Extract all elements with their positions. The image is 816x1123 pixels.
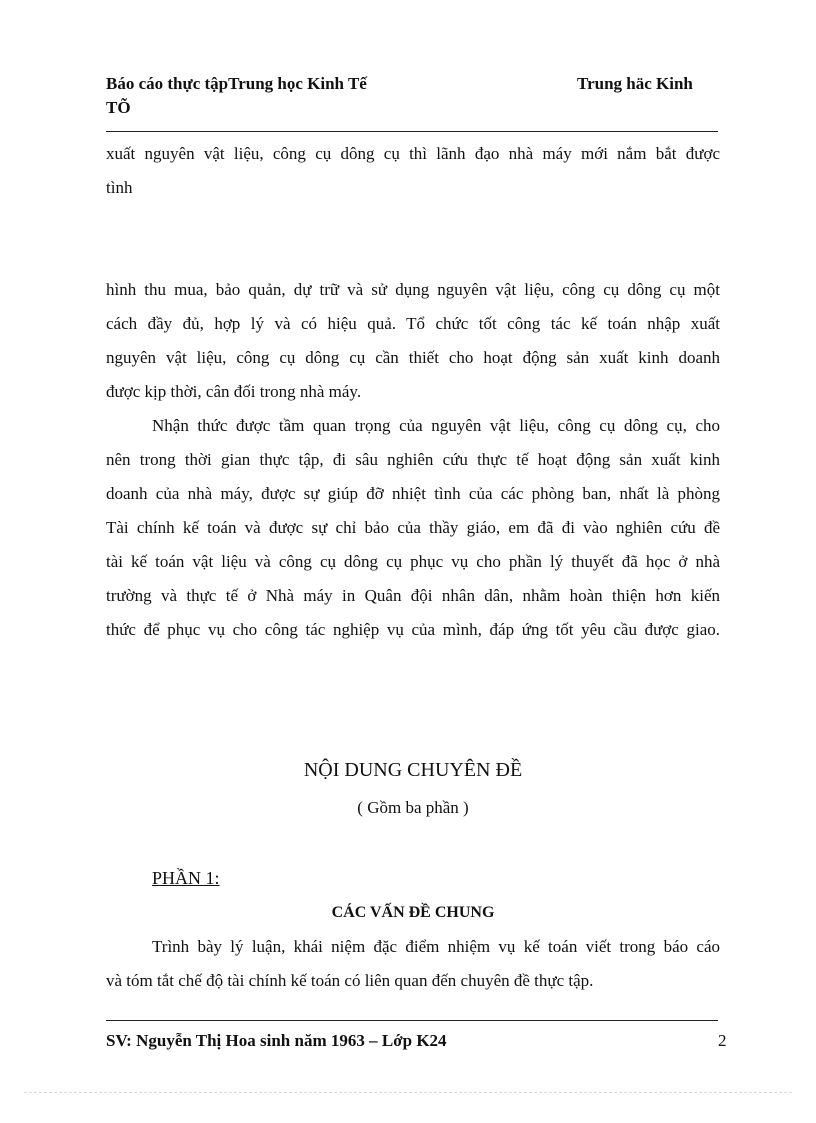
text-line: trường và thực tế ở Nhà máy in Quân đội nhân dân, nhằm hoàn thiện hơn kiến [106,586,720,605]
header-title-continued: TÕ [106,98,131,117]
text-line: nên trong thời gian thực tập, đi sâu nghiên cứu thực tế hoạt động sản xuất kinh [106,450,720,469]
text-line: nguyên vật liệu, công cụ dông cụ cần thiết cho hoạt động sản xuất kinh doanh [106,348,720,367]
text-line: Trình bày lý luận, khái niệm đặc điểm nhiệm vụ kế toán viết trong báo cáo [152,937,720,956]
section-subtitle: ( Gồm ba phần ) [357,798,469,817]
text-line: doanh của nhà máy, được sự giúp đỡ nhiệt tình của các phòng ban, nhất là phòng [106,484,720,503]
part-label: PHẦN 1: [152,868,220,888]
footer-rule [106,1020,718,1021]
intro-line: tình [106,178,133,197]
text-line: Nhận thức được tầm quan trọng của nguyên vật liệu, công cụ dông cụ, cho [152,416,720,435]
text-line: thức để phục vụ cho công tác nghiệp vụ của mình, đáp ứng tốt yêu cầu được giao. [106,620,720,639]
header-title: Báo cáo thực tậpTrung học Kinh Tế [106,74,367,93]
text-line: được kịp thời, cân đối trong nhà máy. [106,382,362,401]
header-rule [106,131,718,132]
text-line: Tài chính kế toán và được sự chỉ bảo của thầy giáo, em đã đi vào nghiên cứu đề [106,518,720,537]
text-line: tài kế toán vật liệu và công cụ dông cụ phục vụ cho phần lý thuyết đã học ở nhà [106,552,720,571]
text-line: cách đầy đủ, hợp lý và có hiệu quả. Tổ chức tốt công tác kế toán nhập xuất [106,314,720,333]
page-break-line [24,1092,792,1093]
text-line: hình thu mua, bảo quản, dự trữ và sử dụng nguyên vật liệu, công cụ dông cụ một [106,280,720,299]
intro-line: xuất nguyên vật liệu, công cụ dông cụ thì lãnh đạo nhà máy mới nắm bắt được [106,144,720,163]
footer-student: SV: Nguyễn Thị Hoa sinh năm 1963 – Lớp K24 [106,1031,447,1050]
page-number: 2 [718,1031,727,1050]
section-title: NỘI DUNG CHUYÊN ĐỀ [303,759,523,781]
text-line: và tóm tắt chế độ tài chính kế toán có liên quan đến chuyên đề thực tập. [106,971,594,990]
header-right-title: Trung häc Kinh [577,74,693,93]
part-title: CÁC VẤN ĐỀ CHUNG [331,904,495,921]
